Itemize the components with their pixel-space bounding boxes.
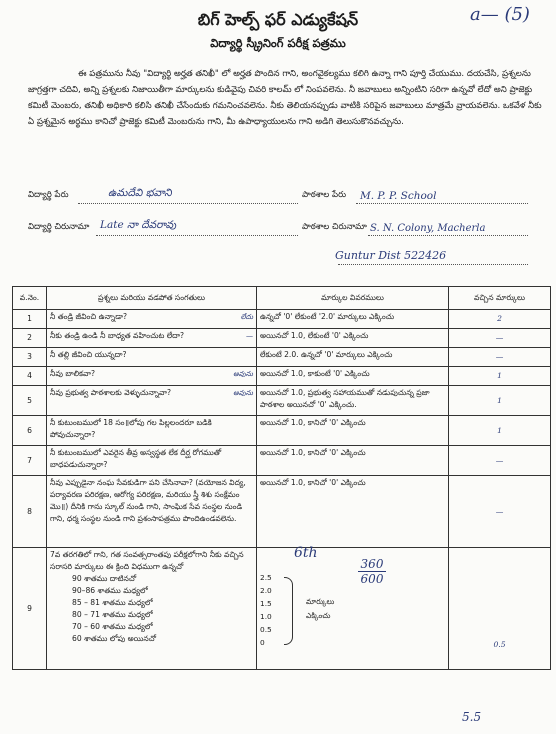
- row-details: అయినచో 1.0, లేకుంటే '0' ఎక్కించు: [257, 329, 449, 348]
- table-row: [13, 367, 551, 386]
- row-number: 3: [13, 348, 47, 367]
- row-question: [47, 548, 257, 670]
- handwritten-corner-mark: a— (5): [470, 4, 530, 25]
- score-cell[interactable]: 0.5: [449, 548, 551, 670]
- row-details: అయినచో 1.0, కానిచో '0' ఎక్కించు: [257, 476, 449, 548]
- scale-value: 1.0: [260, 612, 272, 621]
- table-row: [13, 548, 551, 670]
- score-cell[interactable]: —: [449, 476, 551, 548]
- slab-item: 60 శాతము లోపు అయినచో: [72, 634, 157, 643]
- row-number: 2: [13, 329, 47, 348]
- marks-label: మార్కులు ఎక్కించు: [306, 597, 335, 620]
- school-address-label: పాఠశాల చిరునామా: [302, 222, 367, 232]
- fraction-denominator: 600: [360, 572, 384, 586]
- handwritten-answer: —: [246, 332, 253, 340]
- score-cell[interactable]: 1: [449, 416, 551, 446]
- slab-item: 85 – 81 శాతము మధ్యలో: [72, 598, 153, 607]
- row-question: [47, 367, 257, 386]
- school-name-value: M. P. P. School: [360, 190, 437, 202]
- student-name-line[interactable]: [78, 189, 298, 204]
- row-details: అయినచో 1.0, కానిచో '0' ఎక్కించు: [257, 446, 449, 476]
- header-no: వ.నెం.: [13, 287, 47, 310]
- score-cell[interactable]: —: [449, 348, 551, 367]
- school-address-line[interactable]: [368, 221, 528, 236]
- handwritten-total: 5.5: [462, 710, 482, 724]
- header-score: వచ్చిన మార్కులు: [449, 287, 551, 310]
- row-details: ఉన్నచో '0' లేకుంటే '2.0' మార్కులు ఎక్కించు: [257, 310, 449, 329]
- table-row: [13, 329, 551, 348]
- question-text: నీకు తండ్రి ఉండి నీ బాధ్యత వహించుట లేదా?: [50, 331, 185, 340]
- row-details: అయినచో 1.0, కానిచో '0' ఎక్కించు: [257, 416, 449, 446]
- table-row: [13, 386, 551, 416]
- table-row: [13, 416, 551, 446]
- row-number: 4: [13, 367, 47, 386]
- table-row: [13, 348, 551, 367]
- header-details: మార్కుల వివరములు: [257, 287, 449, 310]
- evaluation-table: [12, 286, 551, 670]
- score-cell[interactable]: 1: [449, 367, 551, 386]
- question-text: నీ తల్లి జీవించి యున్నదా?: [50, 350, 127, 359]
- score-cell[interactable]: —: [449, 446, 551, 476]
- score-cell[interactable]: 1: [449, 386, 551, 416]
- row-details: లేకుంటే 2.0. ఉన్నచో '0' మార్కులు ఎక్కించు: [257, 348, 449, 367]
- school-name-line[interactable]: [356, 189, 528, 204]
- row-question: [47, 329, 257, 348]
- student-address-value: Late నా దేవరావు: [100, 219, 177, 231]
- row-question: నీ కుటుంబములో 18 సం॥లోపు గల పిల్లలందరూ బడికి పోవుచున్నారా?: [47, 416, 257, 446]
- row-number: 8: [13, 476, 47, 548]
- slab-item: 90 శాతము దాటినచో: [72, 574, 137, 583]
- row-number: 6: [13, 416, 47, 446]
- instructions-paragraph: ఈ పత్రమును నీవు "విద్యార్థి అర్హత తనిఖీ" లో అర్హత పొందిన గాని, అంగవైకల్యము కలిగి ఉన్నా గాని పూర్తి చేయుము. దయచేసి, ప్రశ్నలను జాగ్రత్తగా చదివి, అన్ని ప్రశ్నలకు నిజాయితీగా మార్కులను కుడివైపు చివరి కాలమ్ లో నింపవలెను. నీ జవాబులు అన్నింటిని సరిగా ఉన్నవో లేదో అని ప్రాజెక్టు కమిటీ మెంబరు, తనిఖీ అధికారి కలిసి తనిఖీ చేసేందుకు గమనించవలెను. నీకు తెలియనప్పుడు వాటికి సరిపైన జవాబులు మాత్రమే వ్రాయవలెను. ఒకవేళ నీకు ఏ ప్రశ్నమైన అర్థము కానిచో ప్రాజెక్టు కమిటీ మెంబరును గాని, మీ ఉపాధ్యాయులను గాని అడిగి తెలుసుకొనవచ్చును.: [28, 69, 542, 127]
- handwritten-answer: లేదు: [240, 313, 253, 321]
- row-question: [47, 348, 257, 367]
- handwritten-class: 6th: [294, 545, 318, 561]
- marks-scale: [260, 571, 272, 649]
- scale-value: 2.0: [260, 586, 272, 595]
- table-row: [13, 476, 551, 548]
- row-question: [47, 386, 257, 416]
- row-question: నీ కుటుంబములో ఎవరైన తీవ్ర అస్వస్థత లేక దీర్ఘ రోగముతో బాధపడుచున్నారా?: [47, 446, 257, 476]
- row-details: అయినచో 1.0, కాకుంటే '0' ఎక్కించు: [257, 367, 449, 386]
- student-name-value: ఉమదేవి భవాని: [108, 187, 172, 199]
- school-name-label: పాఠశాల పేరు: [302, 190, 347, 200]
- question-text: నీ తండ్రి జీవించి ఉన్నాడా?: [50, 312, 128, 321]
- scale-value: 1.5: [260, 599, 272, 608]
- table-row: [13, 310, 551, 329]
- student-address-label: విద్యార్థి చిరునామా: [28, 222, 90, 232]
- handwritten-answer: అవును: [233, 370, 253, 378]
- table-header-row: [13, 287, 551, 310]
- table-row: [13, 446, 551, 476]
- row-details: అయినచో 1.0, ప్రభుత్వ సహాయముతో నడుపుచున్న ప్రజా పాఠశాల అయినచో '0' ఎక్కించు.: [257, 386, 449, 416]
- slab-item: 80 – 71 శాతము మధ్యలో: [72, 610, 153, 619]
- row-number: 7: [13, 446, 47, 476]
- question-text: 7వ తరగతిలో గాని, గత సంవత్సరాంతపు పరీక్షలోగాని నీకు వచ్చిన సరాసరి మార్కులు ఈ క్రింది విధముగా ఉన్నచో: [50, 550, 244, 571]
- slab-item: 70 – 60 శాతము మధ్యలో: [72, 622, 153, 631]
- question-text: నీవు బాలికవా?: [50, 369, 95, 378]
- scale-value: 2.5: [260, 573, 272, 582]
- row-number: 1: [13, 310, 47, 329]
- form-title: బిగ్ హెల్ప్ ఫర్ ఎడ్యుకేషన్: [197, 10, 359, 29]
- slab-item: 90–86 శాతము మధ్యలో: [72, 586, 148, 595]
- header-question: ప్రశ్నలు మరియు వడపోత సంగతులు: [47, 287, 257, 310]
- handwritten-fraction: [358, 557, 386, 586]
- row-number: 5: [13, 386, 47, 416]
- row-details: [257, 545, 449, 670]
- question-text: నీవు ప్రభుత్వ పాఠశాలకు వెళ్ళుచున్నావా?: [50, 388, 171, 397]
- scale-value: 0: [260, 638, 265, 647]
- student-address-line[interactable]: [96, 221, 298, 236]
- form-subtitle: విద్యార్థి స్క్రీనింగ్ పరీక్ష పత్రము: [210, 36, 346, 50]
- score-cell[interactable]: —: [449, 329, 551, 348]
- row-number: 9: [13, 548, 47, 670]
- district-value: Guntur Dist 522426: [335, 249, 447, 262]
- school-address-value: S. N. Colony, Macherla: [370, 223, 486, 234]
- scale-value: 0.5: [260, 625, 272, 634]
- score-cell[interactable]: 2: [449, 310, 551, 329]
- handwritten-answer: అవును: [233, 389, 253, 397]
- fraction-numerator: 360: [360, 557, 384, 571]
- row-question: [47, 310, 257, 329]
- student-name-label: విద్యార్థి పేరు: [28, 190, 69, 200]
- row-question: నీవు ఎప్పుడైనా నంఘ సేవకుడిగా పని చేసినావా? (వయోజన విద్య, పర్యావరణ పరిరక్షణ, ఆరోగ్య పరిరక్షణ, మరియు స్త్రీ శిశు సంక్షేమం మొ॥) దీనికి గాను స్కూల్ నుండి గాని, సాంఘిక సేవ సంస్థల నుండి గాని, ధర్మ సంస్థల నుండి గాని ప్రశంసాపత్రము పొందిఉండవలెను.: [47, 476, 257, 548]
- percentage-slabs: [50, 573, 253, 645]
- scale-brace: [284, 577, 293, 645]
